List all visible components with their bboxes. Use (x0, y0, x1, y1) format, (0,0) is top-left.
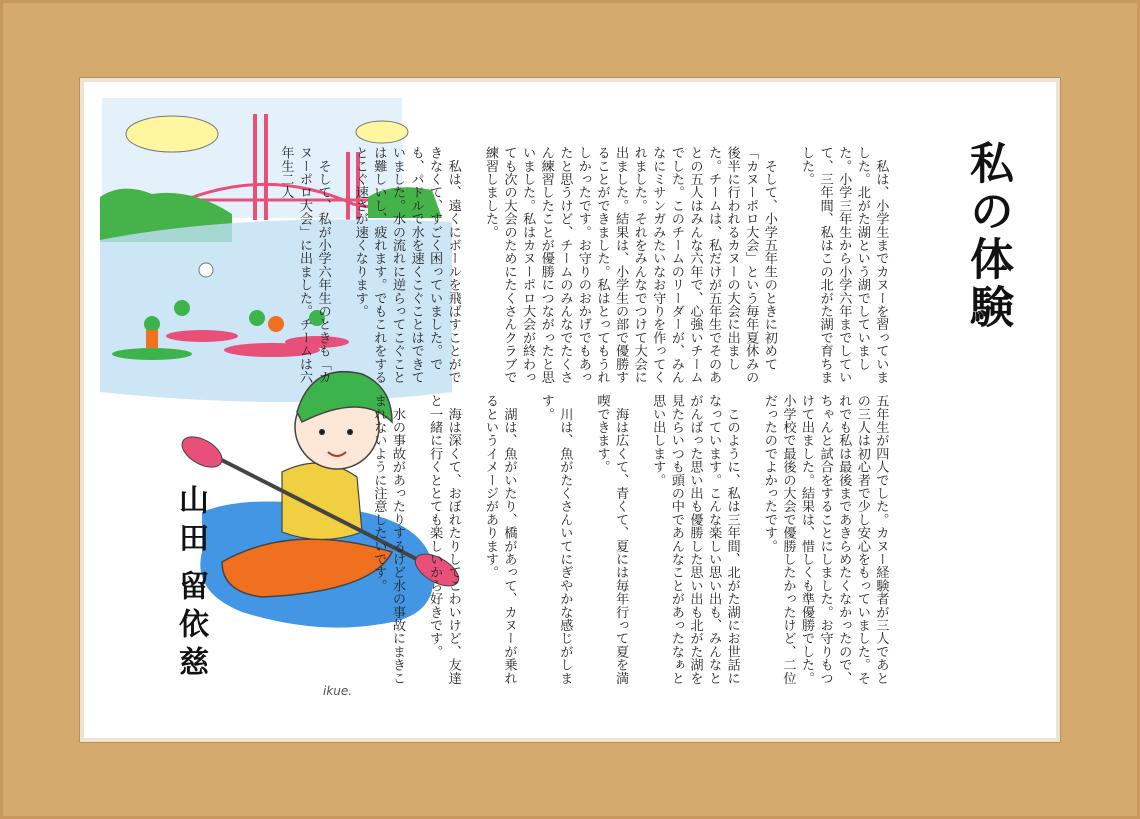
essay-body-lower-block (350, 394, 908, 686)
cloud-right (356, 121, 408, 143)
essay-paragraph: 水の事故があったりするけど水の事故にまきこまれないように注意したいです。 (371, 394, 405, 685)
paddle-blade-left (177, 431, 227, 474)
essay-paragraph: 私は、小学生までカヌーを習っていました。北がた湖という湖でしていました。小学三年生から小学六年までしていて、三年間、私はこの北がた湖で育ちました。 (799, 146, 889, 384)
essay-paragraph: 海は深くて、おぼれたりしてこわいけど、友達と一緒に行くととても楽しいから好きです。 (427, 394, 461, 685)
essay-paragraph: 海は広くて、青くて、夏には毎年行って夏を満喫できます。 (594, 394, 629, 685)
essay-paragraph: 五年生が四人でした。カヌー経験者が三人であとの三人は初心者で少し安心をもっていました。それでも私は最後まであきらめたくなかったので、ちゃんと試合をすることにしました。お守りもつけて出ました。結果は、惜しくも準優勝でした。小学校で最後の大会で優勝したかったけど、二位だったのでよかったです。 (761, 394, 889, 685)
author-surname: 山田 (173, 484, 208, 560)
author-given-name: 留依慈 (173, 570, 208, 684)
essay-title: 私の体験 (962, 140, 1013, 332)
essay-paragraph: このように、私は三年間、北がた湖にお世話になっています。こんな楽しい思い出も、みんなとがんばった思い出も優勝した思い出も北がた湖を見たらいつも頭の中であんなことがあったなぁと思い出します。 (650, 394, 740, 685)
illustrator-signature: ikue. (323, 684, 353, 698)
essay-paragraph: そして、小学五年生のときに初めて「カヌーポロ大会」という毎年夏休みの後半に行われるカヌーの大会に出ました。チームは、私だけが五年生でそのあとの五人はみんな六年で、心強いチームでした。このチームのリーダーが、みんなにミサンガみたいなお守りを作ってくれました。それをみんなでつけて大会に出ました。結果は、小学生の部で優勝することができました。私はとってもうれしかったです。お守りのおかげでもあったと思うけど、チームのみんなでたくさん練習したことが優勝につながったと思いました。私はカヌーポロ大会が終わっても次の大会のためにたくさんクラブで練習しました。 (482, 146, 777, 384)
essay-paragraph: 湖は、魚がいたり、橋があって、カヌーが乗れるというイメージがあります。 (482, 394, 517, 685)
essay-paragraph: 川は、魚がたくさんいてにぎやかな感じがします。 (538, 394, 573, 685)
cloud-left (126, 116, 218, 152)
essay-paragraph: 私は、遠くにボールを飛ばすことができなくて、すごく困っていました。でも、パドルで水を速くこぐことはできていました。水の流れに逆らってこぐことは難しいし、疲れます。でもこれをするとこぐ速さが速くなります。 (352, 146, 461, 384)
essay-body-upper (257, 146, 908, 386)
essay-paragraph: そして、私が小学六年生のときも「カヌーポロ大会」に出ました。チームは六年生二人 (278, 146, 331, 384)
